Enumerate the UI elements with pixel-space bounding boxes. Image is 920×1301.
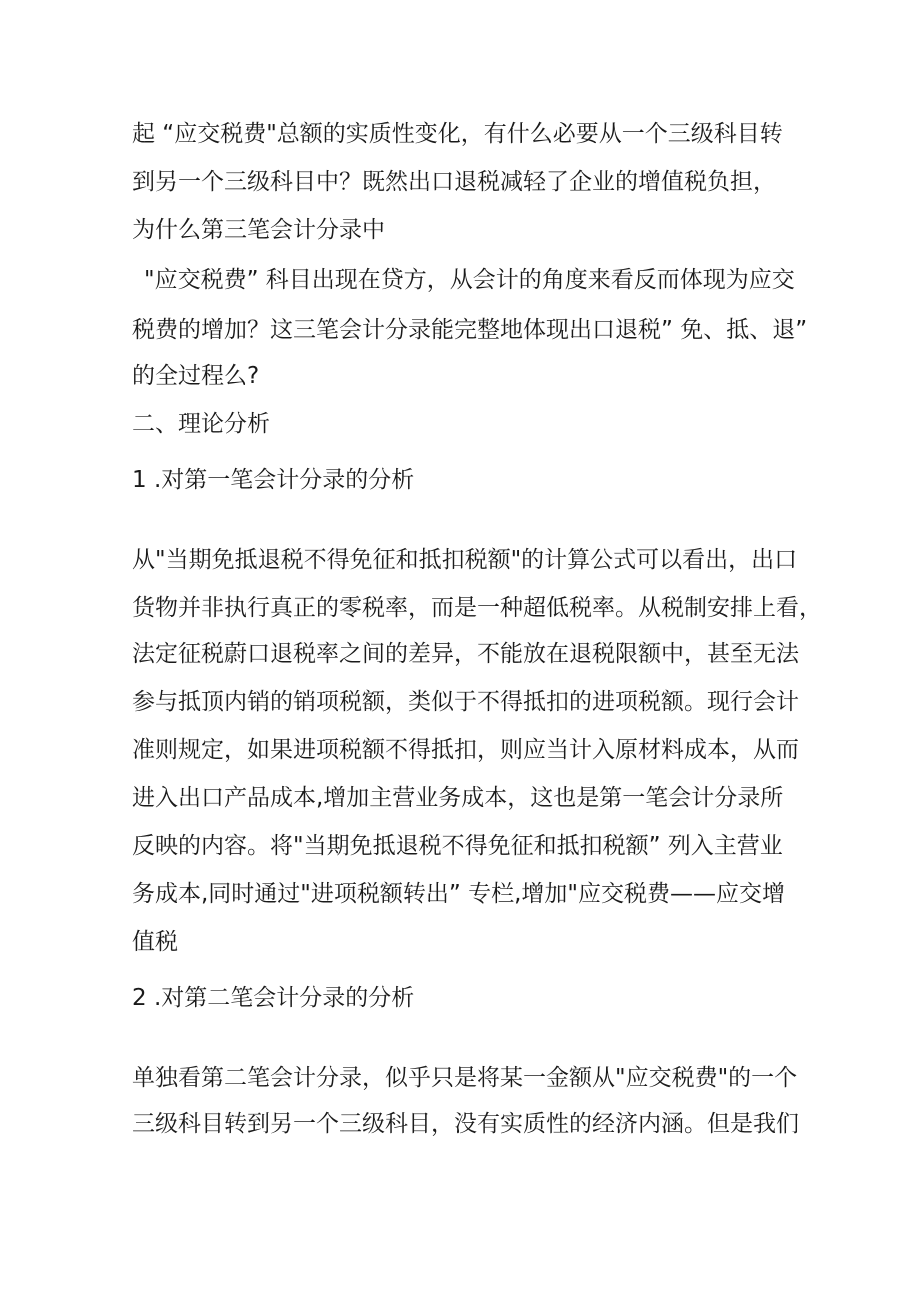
section-heading: 二、理论分析 <box>132 411 270 437</box>
paragraph-line: 从"当期免抵退税不得免征和抵扣税额"的计算公式可以看出，出口 <box>132 547 798 573</box>
paragraph-line: 反映的内容。将"当期免抵退税不得免征和抵扣税额” 列入主营业 <box>132 833 783 859</box>
paragraph-line: 单独看第二笔会计分录，似乎只是将某一金额从"应交税费"的一个 <box>132 1065 798 1091</box>
paragraph-line: 货物并非执行真正的零税率，而是一种超低税率。从税制安排上看， <box>132 595 822 621</box>
paragraph-line: "应交税费” 科目出现在贷方，从会计的角度来看反而体现为应交 <box>144 267 795 293</box>
paragraph-line: 参与抵顶内销的销项税额，类似于不得抵扣的进项税额。现行会计 <box>132 689 799 715</box>
paragraph-line: 务成本,同时通过"进项税额转出” 专栏,增加"应交税费——应交增 <box>132 881 786 907</box>
paragraph-line: 进入出口产品成本,增加主营业务成本，这也是第一笔会计分录所 <box>132 785 784 811</box>
subsection-heading: 1 .对第一笔会计分录的分析 <box>132 467 415 493</box>
paragraph-line: 法定征税蔚口退税率之间的差异，不能放在退税限额中，甚至无法 <box>132 641 799 667</box>
paragraph-line: 到另一个三级科目中？既然出口退税减轻了企业的增值税负担， <box>132 169 776 195</box>
paragraph-line: 准则规定，如果进项税额不得抵扣，则应当计入原材料成本，从而 <box>132 737 799 763</box>
paragraph-line: 起 “应交税费"总额的实质性变化，有什么必要从一个三级科目转 <box>132 121 783 147</box>
subsection-heading: 2 .对第二笔会计分录的分析 <box>132 985 415 1011</box>
paragraph-line: 税费的增加？这三笔会计分录能完整地体现出口退税” 免、抵、退” <box>132 317 808 343</box>
paragraph-line: 三级科目转到另一个三级科目，没有实质性的经济内涵。但是我们 <box>132 1111 799 1137</box>
paragraph-line: 的全过程么? <box>132 363 260 389</box>
paragraph-line: 为什么第三笔会计分录中 <box>132 217 385 243</box>
paragraph-line: 值税 <box>132 929 178 955</box>
